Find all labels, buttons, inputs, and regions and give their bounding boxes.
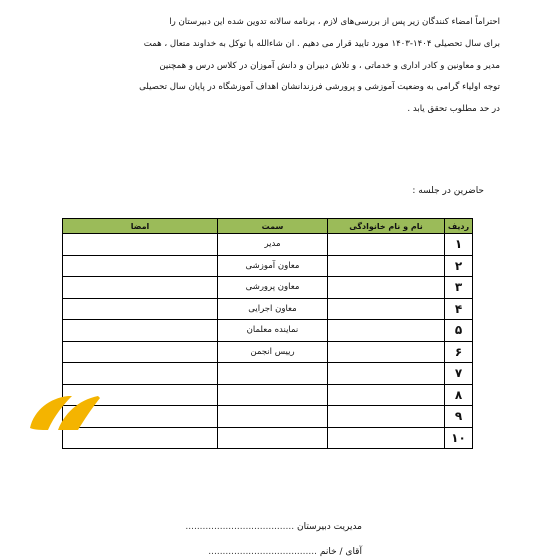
row-number: ۱۰ xyxy=(445,427,473,449)
paragraph-line: احتراماً امضاء کنندگان زیر پس از بررسی‌های لازم ، برنامه سالانه تدوین شده این دبیرستان را xyxy=(169,17,500,27)
paragraph-line: توجه اولیاء گرامی به وضعیت آموزشی و پرورشی فرزندانشان اهداف آموزشگاه در پایان سال تحصیلی xyxy=(139,82,500,93)
name-cell[interactable] xyxy=(328,277,445,299)
school-management-line xyxy=(185,522,362,532)
table-row xyxy=(63,406,473,428)
row-number: ۴ xyxy=(445,298,473,320)
table-row xyxy=(63,277,473,299)
signature-cell[interactable] xyxy=(63,320,218,342)
table-row xyxy=(63,234,473,256)
signature-cell[interactable] xyxy=(63,234,218,256)
sir-madam-dots[interactable]: ...................................... xyxy=(208,547,317,557)
position-cell: مدیر xyxy=(218,234,328,256)
table-header-row xyxy=(63,219,473,234)
header-position: سمت xyxy=(218,219,328,234)
name-cell[interactable] xyxy=(328,320,445,342)
sir-madam-label: آقای / خانم xyxy=(319,547,362,557)
paragraph-line: مدیر و معاونین و کادر اداری و خدماتی ، و تلاش دبیران و دانش آموزان در کلاس درس و همچنین xyxy=(159,60,500,71)
signature-cell[interactable] xyxy=(63,298,218,320)
approval-paragraph xyxy=(60,12,500,121)
position-cell: معاون آموزشی xyxy=(218,255,328,277)
name-cell[interactable] xyxy=(328,341,445,363)
header-signature: امضا xyxy=(63,219,218,234)
table-row xyxy=(63,363,473,385)
table-row xyxy=(63,298,473,320)
table-row xyxy=(63,341,473,363)
table-row xyxy=(63,320,473,342)
name-cell[interactable] xyxy=(328,298,445,320)
row-number: ۵ xyxy=(445,320,473,342)
name-cell[interactable] xyxy=(328,427,445,449)
paragraph-line: برای سال تحصیلی ۱۴۰۴-۱۴۰۳ مورد تایید قرار می دهیم . ان شاءالله با توکل به خداوند متعال ، همت xyxy=(143,38,500,49)
position-cell xyxy=(218,384,328,406)
position-cell: نماینده معلمان xyxy=(218,320,328,342)
position-cell xyxy=(218,406,328,428)
row-number: ۲ xyxy=(445,255,473,277)
attendance-table xyxy=(62,218,473,449)
table-row xyxy=(63,427,473,449)
table-row xyxy=(63,384,473,406)
position-cell: رییس انجمن xyxy=(218,341,328,363)
signature-cell[interactable] xyxy=(63,341,218,363)
school-management-label: مدیریت دبیرستان xyxy=(296,522,362,532)
row-number: ۱ xyxy=(445,234,473,256)
position-cell: معاون اجرایی xyxy=(218,298,328,320)
row-number: ۳ xyxy=(445,277,473,299)
position-cell xyxy=(218,427,328,449)
name-cell[interactable] xyxy=(328,363,445,385)
row-number: ۹ xyxy=(445,406,473,428)
header-row-number: ردیف xyxy=(445,219,473,234)
header-name: نام و نام خانوادگی xyxy=(328,219,445,234)
orange-leaf-logo-icon xyxy=(28,392,102,432)
signature-cell[interactable] xyxy=(63,363,218,385)
row-number: ۷ xyxy=(445,363,473,385)
name-cell[interactable] xyxy=(328,234,445,256)
position-cell: معاون پرورشی xyxy=(218,277,328,299)
paragraph-line: در حد مطلوب تحقق یابد . xyxy=(407,104,500,115)
present-label: حاضرین در جلسه : xyxy=(412,186,484,196)
row-number: ۶ xyxy=(445,341,473,363)
signature-cell[interactable] xyxy=(63,255,218,277)
row-number: ۸ xyxy=(445,384,473,406)
position-cell xyxy=(218,363,328,385)
school-management-dots[interactable]: ...................................... xyxy=(185,522,295,532)
signature-cell[interactable] xyxy=(63,277,218,299)
name-cell[interactable] xyxy=(328,406,445,428)
sir-madam-line xyxy=(208,547,362,557)
name-cell[interactable] xyxy=(328,384,445,406)
table-row xyxy=(63,255,473,277)
name-cell[interactable] xyxy=(328,255,445,277)
